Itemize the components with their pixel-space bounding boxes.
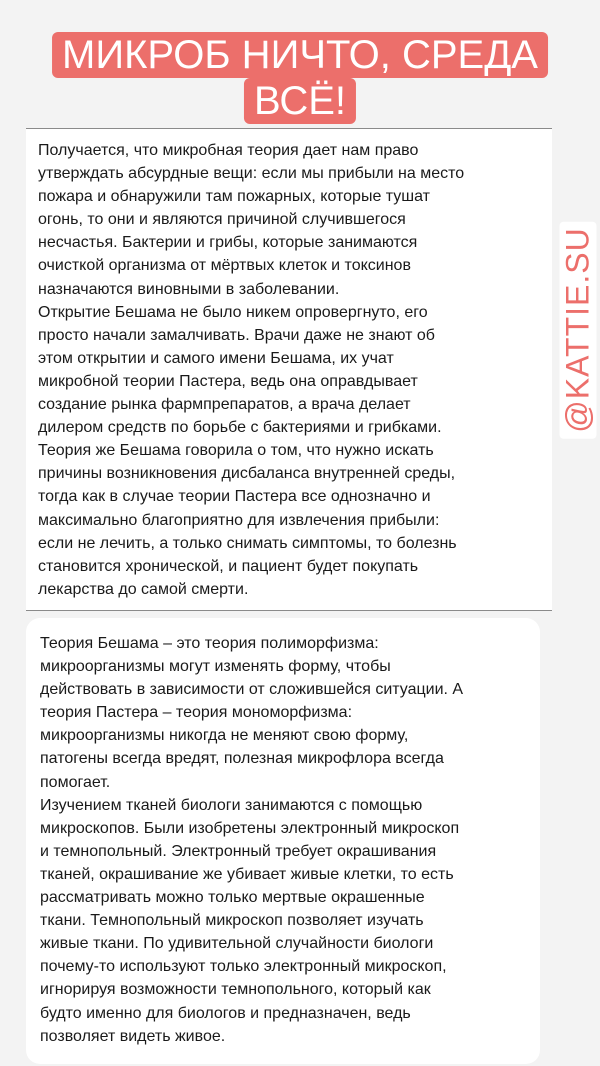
text-card-bottom (26, 618, 540, 1064)
paragraph-polymorphism: Теория Бешама – это теория полиморфизма: микроорганизмы могут изменять форму, чтобы действовать в зависимости от сложившейся ситуации. А теория Пастера – теория мономорфизма: микроорганизмы никогда не меняют свою форму, патогены всегда вредят, полезная микрофлора всегда помогает. (40, 635, 464, 791)
paragraph-microscopes: Изучением тканей биологи занимаются с помощью микроскопов. Были изобретены электронный микроскоп и темнопольный. Электронный требует окрашивания тканей, окрашивание же убивает живые клетки, то есть рассматривать можно только мертвые окрашенные ткани. Темнопольный микроскоп позволяет изучать живые ткани. По удивительной случайности биологи почему-то используют только электронный микроскоп, игнорируя возможности темнопольного, который как будто именно для биологов и предназначен, ведь позволяет видеть живое. (40, 796, 460, 1045)
paragraph-microbe-theory: Получается, что микробная теория дает нам право утверждать абсурдные вещи: если мы прибыли на место пожара и обнаружили там пожарных, которые тушат огонь, то они и являются причиной случившегося несчастья. Бактерии и грибы, которые занимаются очисткой организма от мёртвых клеток и токсинов назначаются виновными в заболевании. (38, 142, 465, 298)
paragraph-bechamp-discovery: Открытие Бешама не было никем опровергнуто, его просто начали замалчивать. Врачи даже не знают об этом открытии и самого имени Бешама, их учат микробной теории Пастера, ведь она оправдывает создание рынка фармпрепаратов, а врача делает дилером средств по борьбе с бактериями и грибками. (38, 303, 442, 437)
text-card-top (26, 128, 552, 611)
paragraph-bechamp-theory: Теория же Бешама говорила о том, что нужно искать причины возникновения дисбаланса внутренней среды, тогда как в случае теории Пастера все однозначно и максимально благоприятно для извлечения прибыли: если не лечить, а только снимать симптомы, то болезнь становится хронической, и пациент будет покупать лекарства до самой смерти. (38, 442, 457, 598)
story-title-line-1: МИКРОБ НИЧТО, СРЕДА (52, 32, 548, 78)
story-title-line-2: ВСЁ! (244, 78, 356, 124)
watermark-handle: @KATTIE.SU (560, 221, 597, 438)
